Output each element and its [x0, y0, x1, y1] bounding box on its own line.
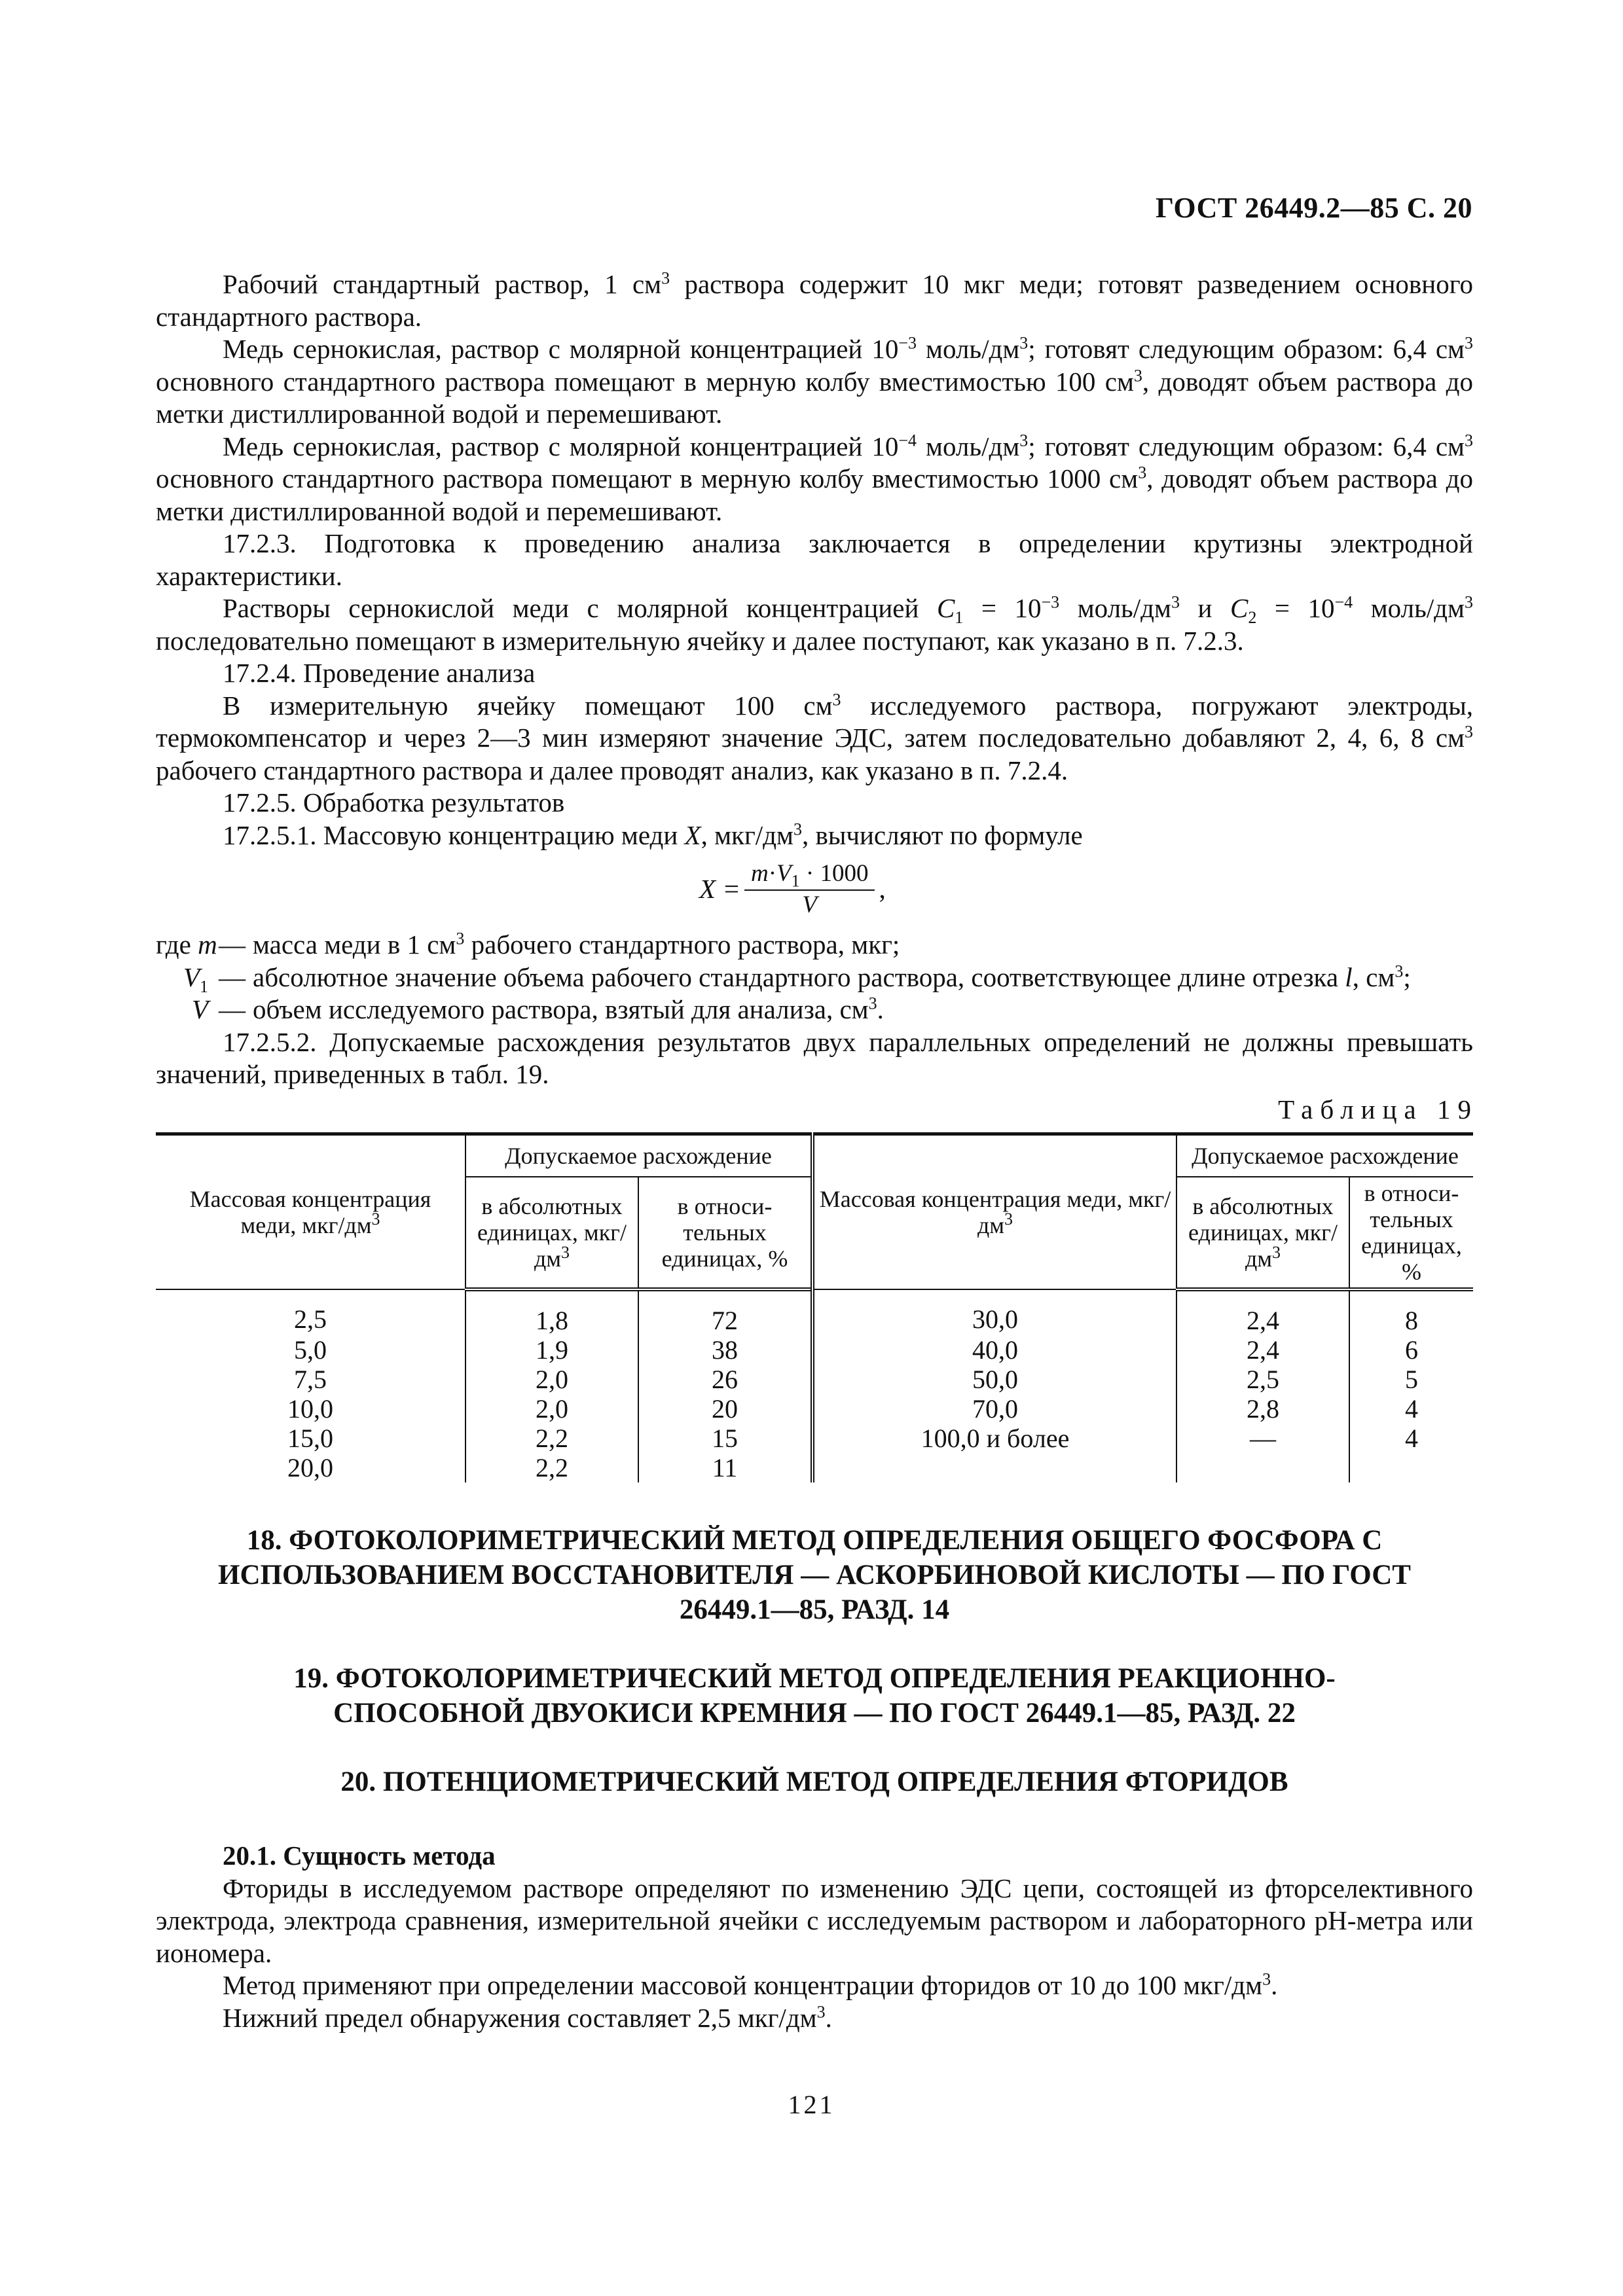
table-cell-right-conc: 40,0 — [812, 1335, 1176, 1365]
table-header-relative: в относи-тельных единицах, % — [1349, 1177, 1473, 1289]
legend-row-v1: абсолютное значение объема рабочего стандартного раствора, соответствующее длине отрезка l, $см^3$; — [253, 961, 1411, 992]
table-row — [156, 1289, 1473, 1335]
table-cell-left-rel: 15 — [638, 1424, 812, 1453]
table-cell-left-abs: 1,8 — [465, 1289, 638, 1335]
table-cell-left-conc: 2,5 — [156, 1289, 465, 1335]
table-cell-right-rel: 8 — [1349, 1289, 1473, 1335]
table-cell-left-conc: 15,0 — [156, 1424, 465, 1453]
table-row — [156, 1365, 1473, 1394]
formula-lhs: X = — [699, 874, 740, 905]
formula-legend: где m — масса меди в 1 $см^3$ рабочего стандартного раствора, мкг; $V_1$ — абсолютное значение объема рабочего стандартного раствора, соответствующее длине отрезка l, $см^3$; V — объем исследуемого раствора, взятый для анализа, $см^3$. — [156, 929, 1473, 1026]
table-row — [156, 1424, 1473, 1453]
paragraph-analysis: В измерительную ячейку помещают 100 $см^3$ исследуемого раствора, погружают электроды, термокомпенсатор и через 2—3 мин измеряют значение ЭДС, затем последовательно добавляют 2, 4, 6, 8 $см^3$ рабочего стандартного раствора и далее проводят анализ, как указано в п. 7.2.4. — [156, 689, 1473, 785]
table-cell-left-conc: 10,0 — [156, 1394, 465, 1424]
table-row — [156, 1394, 1473, 1424]
section-20-title: 20. ПОТЕНЦИОМЕТРИЧЕСКИЙ МЕТОД ОПРЕДЕЛЕНИЯ ФТОРИДОВ — [340, 1767, 1288, 1797]
table-cell-right-rel: 5 — [1349, 1365, 1473, 1394]
legend-row-v: объем исследуемого раствора, взятый для анализа, $см^3$. — [253, 994, 884, 1024]
legend-row-v-symbol: V — [191, 994, 208, 1024]
table-row — [156, 1453, 1473, 1482]
page-header: ГОСТ 26449.2—85 С. 20 — [1155, 192, 1472, 224]
table-cell-right-abs: 2,5 — [1176, 1365, 1349, 1394]
table-cell-right-conc: 100,0 и более — [812, 1424, 1176, 1453]
table-cell-right-rel: 4 — [1349, 1394, 1473, 1424]
table-cell-right-rel — [1349, 1453, 1473, 1482]
table-cell-right-conc — [812, 1453, 1176, 1482]
table-cell-right-conc: 30,0 — [812, 1289, 1176, 1335]
paragraph-17-2-3: 17.2.3. Подготовка к проведению анализа заключается в определении крутизны электродной характеристики. — [156, 528, 1473, 591]
table-cell-right-abs: 2,8 — [1176, 1394, 1349, 1424]
table-header-relative: в относи-тельных единицах, % — [638, 1177, 812, 1289]
formula-denominator: V — [802, 891, 818, 918]
paragraph-solutions: Растворы сернокислой меди с молярной концентрацией $C_1 = 10^{-3}$ моль/$дм^3$ и $C_2 = 10^{-4}$ моль/$дм^3$ последовательно помещают в измерительную ячейку и далее поступают, как указано в п. 7.2.3. — [156, 592, 1473, 656]
paragraph-17-2-5: 17.2.5. Обработка результатов — [223, 787, 565, 817]
table-cell-right-rel: 4 — [1349, 1424, 1473, 1453]
table-cell-right-abs: 2,4 — [1176, 1335, 1349, 1365]
paragraph-working-solution: Рабочий стандартный раствор, 1 $см^3$ раствора содержит 10 мкг меди; готовят разведением основного стандартного раствора. — [156, 268, 1473, 332]
table-cell-right-abs: — — [1176, 1424, 1349, 1453]
table-header-absolute: в абсолютных единицах, мкг/$дм^3$ — [1176, 1177, 1349, 1289]
table-cell-right-conc: 50,0 — [812, 1365, 1176, 1394]
table-cell-right-rel: 6 — [1349, 1335, 1473, 1365]
table-cell-right-abs — [1176, 1453, 1349, 1482]
section-20-1-paragraph: Фториды в исследуемом растворе определяют по изменению ЭДС цепи, состоящей из фторселективного электрода, электрода сравнения, измерительной ячейки с исследуемым раствором и лабораторного рН-метра или иономера. — [156, 1873, 1473, 1968]
table-header-group: Допускаемое расхождение — [465, 1134, 812, 1177]
section-18-title: 18. ФОТОКОЛОРИМЕТРИЧЕСКИЙ МЕТОД ОПРЕДЕЛЕНИЯ ОБЩЕГО ФОСФОРА С ИСПОЛЬЗОВАНИЕМ ВОССТАНОВИТЕЛЯ — АСКОРБИНОВОЙ КИСЛОТЫ — ПО ГОСТ 26449.1—85, РАЗД. 14 — [218, 1525, 1411, 1625]
section-19-title: 19. ФОТОКОЛОРИМЕТРИЧЕСКИЙ МЕТОД ОПРЕДЕЛЕНИЯ РЕАКЦИОННО-СПОСОБНОЙ ДВУОКИСИ КРЕМНИЯ — ПО ГОСТ 26449.1—85, РАЗД. 22 — [293, 1663, 1336, 1729]
paragraph-17-2-5-2: 17.2.5.2. Допускаемые расхождения результатов двух параллельных определений не должны превышать значений, приведенных в табл. 19. — [156, 1026, 1473, 1089]
table-cell-left-abs: 2,2 — [465, 1453, 638, 1482]
paragraph-copper-10-4: Медь сернокислая, раствор с молярной концентрацией $10^{-4}$ моль/$дм^3$; готовят следующим образом: 6,4 $см^3$ основного стандартного раствора помещают в мерную колбу вместимостью 1000 $см^3$, доводят объем раствора до метки дистиллированной водой и перемешивают. — [156, 430, 1474, 526]
table-cell-left-rel: 38 — [638, 1335, 812, 1365]
table-cell-left-conc: 20,0 — [156, 1453, 465, 1482]
table-header-group: Допускаемое расхождение — [1176, 1134, 1473, 1177]
table-header-concentration: Массовая концентрация меди, мкг/$дм^3$ — [812, 1134, 1176, 1290]
table-header-absolute: в абсолютных единицах, мкг/$дм^3$ — [465, 1177, 638, 1289]
table-cell-left-rel: 20 — [638, 1394, 812, 1424]
table-caption: Таблица 19 — [1278, 1094, 1478, 1124]
legend-row-m-symbol: где m — [156, 929, 217, 960]
table-cell-left-conc: 7,5 — [156, 1365, 465, 1394]
table-cell-left-conc: 5,0 — [156, 1335, 465, 1365]
table-cell-right-conc: 70,0 — [812, 1394, 1176, 1424]
table-cell-left-rel: 26 — [638, 1365, 812, 1394]
formula: X = $\frac{m\cdot V_1 \cdot 1000}{V}$ , — [699, 860, 886, 918]
table-header-concentration: Массовая концентрация меди, мкг/$дм^3$ — [156, 1134, 465, 1290]
section-20-1-limit: Нижний предел обнаружения составляет 2,5 мкг/$дм^3$. — [223, 2001, 832, 2033]
document-body — [156, 268, 1478, 2034]
legend-row-v1-symbol: $V_1$ — [183, 961, 208, 996]
paragraph-17-2-5-1: 17.2.5.1. Массовую концентрацию меди X, мкг/$дм^3$, вычисляют по формуле — [223, 819, 1083, 850]
section-20-1-range: Метод применяют при определении массовой концентрации фторидов от 10 до 100 мкг/$дм^3$. — [223, 1969, 1278, 2000]
paragraph-copper-10-3: Медь сернокислая, раствор с молярной концентрацией $10^{-3}$ моль/$дм^3$; готовят следующим образом: 6,4 $см^3$ основного стандартного раствора помещают в мерную колбу вместимостью 100 $см^3$, доводят объем раствора до метки дистиллированной водой и перемешивают. — [156, 333, 1474, 429]
formula-numerator: $m\cdot V_1 \cdot 1000$ — [744, 859, 875, 891]
paragraph-17-2-4: 17.2.4. Проведение анализа — [223, 658, 536, 688]
table-19 — [156, 1132, 1473, 1482]
formula-fraction — [744, 859, 875, 920]
table-cell-left-abs: 1,9 — [465, 1335, 638, 1365]
table-cell-left-abs: 2,0 — [465, 1394, 638, 1424]
table-cell-left-rel: 72 — [638, 1289, 812, 1335]
table-cell-left-abs: 2,0 — [465, 1365, 638, 1394]
table-cell-right-abs: 2,4 — [1176, 1289, 1349, 1335]
page-number: 121 — [788, 2090, 835, 2119]
table-cell-left-abs: 2,2 — [465, 1424, 638, 1453]
table-cell-left-rel: 11 — [638, 1453, 812, 1482]
section-20-1-heading: 20.1. Сущность метода — [223, 1840, 496, 1871]
table-row — [156, 1335, 1473, 1365]
legend-row-m: масса меди в 1 $см^3$ рабочего стандартного раствора, мкг; — [253, 929, 900, 960]
